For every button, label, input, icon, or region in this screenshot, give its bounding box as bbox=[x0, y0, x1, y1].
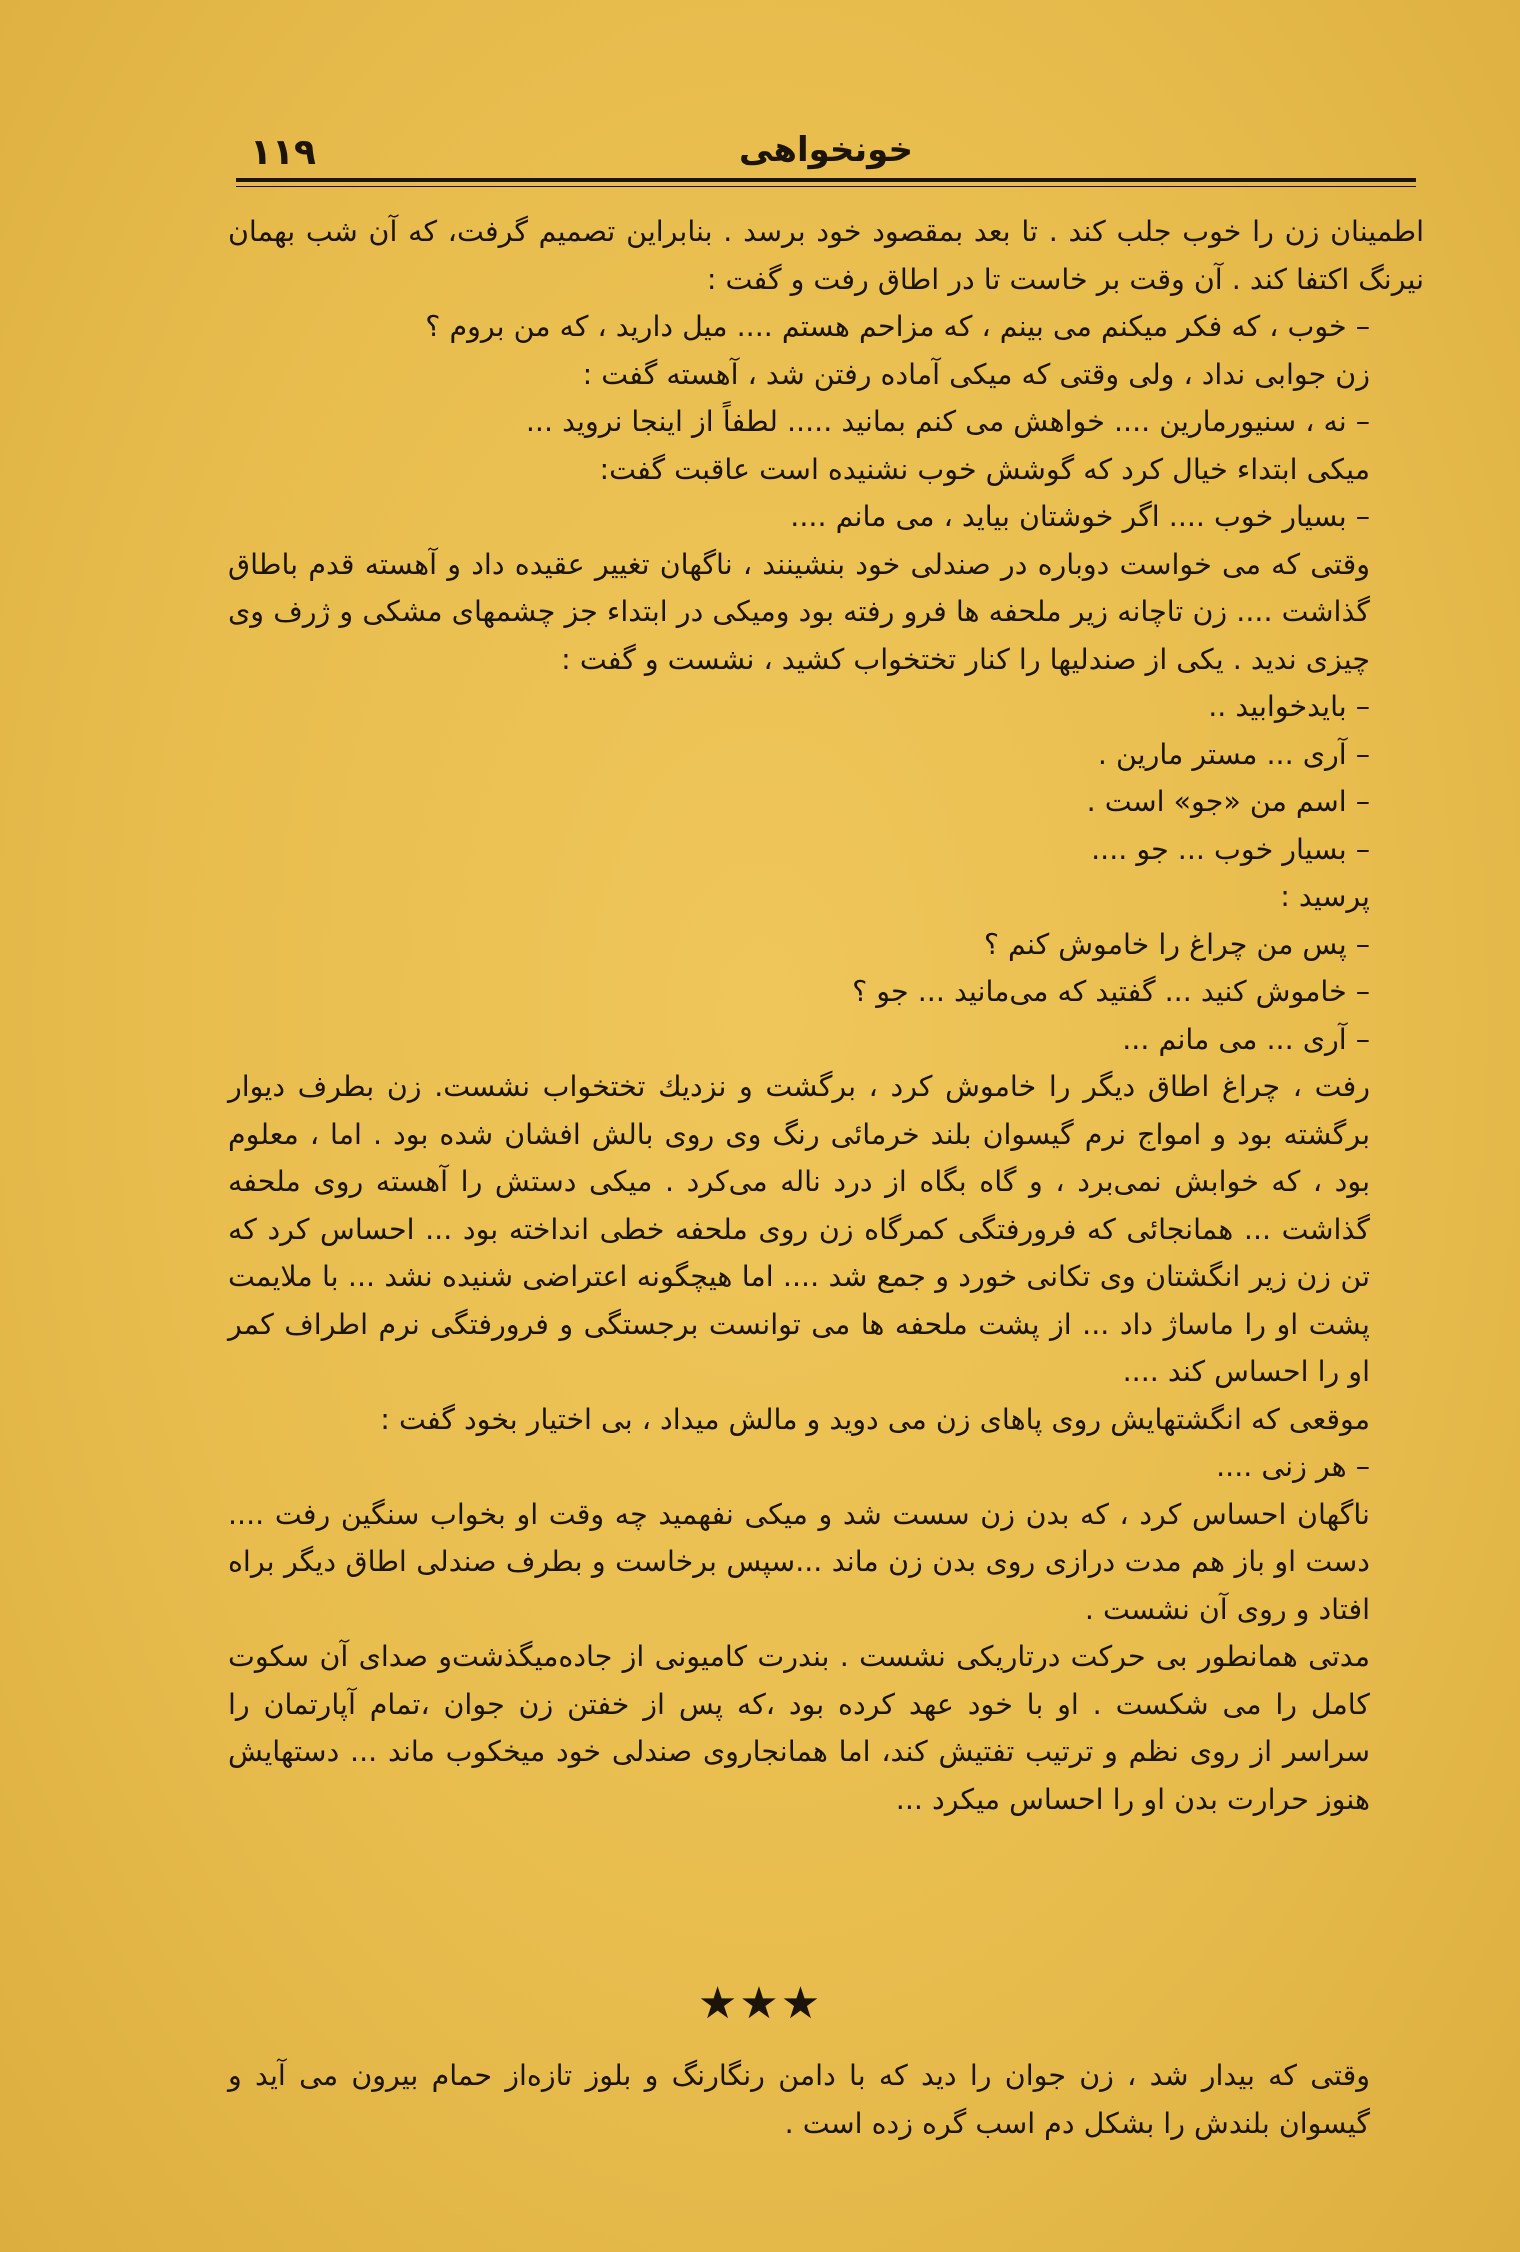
paragraph: وقتی که بیدار شد ، زن جوان را دید که با دامن رنگارنگ و بلوز تازه‌از حمام بیرون می آید و گیسوان بلندش را بشکل دم اسب گره زده است . bbox=[228, 2059, 1370, 2140]
dialogue-line: – بسیار خوب ... جو .... bbox=[1091, 832, 1370, 866]
paragraph: وقتی که می خواست دوباره در صندلی خود بنشینند ، ناگهان تغییر عقیده داد و آهسته قدم باطاق گذاشت .... زن تاچانه زیر ملحفه ها فرو رفته بود ومیکی در ابتداء جز چشمهای مشکی و ژرف وی چیزی ندید . یکی از صندلیها را کنار تختخواب کشید ، نشست و گفت : bbox=[228, 547, 1370, 676]
page-number: ۱۱۹ bbox=[250, 132, 316, 173]
paragraph: زن جوابی نداد ، ولی وقتی که میکی آماده رفتن شد ، آهسته گفت : bbox=[582, 357, 1370, 391]
dialogue-line: – آری ... می مانم ... bbox=[1122, 1022, 1370, 1056]
dialogue-line: پرسید : bbox=[1280, 880, 1370, 913]
paragraph: مدتی همانطور بی حرکت درتاریکی نشست . بندرت کامیونی از جاده‌میگذشت‌و صدای آن سکوت کامل را می شکست . او با خود عهد کرده بود ،که پس از خفتن زن جوان ،تمام آپارتمان را سراسر از روی نظم و ترتیب تفتیش کند، اما همانجاروی صندلی خود میخکوب ماند ... دستهایش هنوز حرارت بدن او را احساس میکرد ... bbox=[228, 1640, 1370, 1816]
header-rule bbox=[236, 178, 1416, 182]
dialogue-line: – نه ، سنیورمارین .... خواهش می کنم بمانید ..... لطفاً از اینجا نروید ... bbox=[525, 405, 1370, 438]
paragraph: موقعی که انگشتهایش روی پاهای زن می دوید و مالش میداد ، بی اختیار بخود گفت : bbox=[380, 1402, 1370, 1436]
running-title: خونخواهی bbox=[738, 130, 914, 170]
body-text bbox=[228, 208, 1424, 1823]
section-break-stars: ★★★ bbox=[697, 1978, 823, 2029]
dialogue-line: – بسیار خوب .... اگر خوشتان بیاید ، می مانم .... bbox=[790, 500, 1370, 533]
header-rule-thin bbox=[236, 186, 1416, 187]
paragraph: اطمینان زن را خوب جلب کند . تا بعد بمقصود خود برسد . بنابراین تصمیم گرفت، که آن شب بهمان نیرنگ اکتفا کند . آن وقت بر خاست تا در اطاق رفت و گفت : bbox=[228, 215, 1424, 296]
page-header bbox=[236, 128, 1416, 180]
dialogue-line: – هر زنی .... bbox=[1216, 1450, 1370, 1483]
dialogue-line: – آری ... مستر مارین . bbox=[1097, 737, 1370, 771]
dialogue-line: – خاموش کنید ... گفتید که می‌مانید ... جو ؟ bbox=[852, 975, 1370, 1008]
paragraph: رفت ، چراغ اطاق دیگر را خاموش کرد ، برگشت و نزدیك تختخواب نشست. زن بطرف دیوار برگشته بود و امواج نرم گیسوان بلند خرمائی رنگ وی روی بالش افشان شده بود . اما ، معلوم بود ، که خوابش نمی‌برد ، و گاه بگاه از درد ناله می‌کرد . میکی دستش را آهسته روی ملحفه گذاشت ... همانجائی که فرورفتگی کمرگاه زن روی ملحفه خطی انداخته بود ... احساس کرد که تن زن زیر انگشتان وی تکانی خورد و جمع شد .... اما هیچگونه اعتراضی شنیده نشد ... با ملایمت پشت او را ماساژ داد ... از پشت ملحفه ها می توانست برجستگی و فرورفتگی نرم اطراف کمر او را احساس کند .... bbox=[228, 1070, 1370, 1388]
paragraph: میکی ابتداء خیال کرد که گوشش خوب نشنیده است عاقبت گفت: bbox=[599, 452, 1370, 486]
paragraph: ناگهان احساس کرد ، که بدن زن سست شد و میکی نفهمید چه وقت او بخواب سنگین رفت .... دست او باز هم مدت درازی روی بدن زن ماند ...سپس برخاست و بطرف صندلی اطاق دیگر براه افتاد و روی آن نشست . bbox=[228, 1497, 1370, 1626]
dialogue-line: – اسم من «جو» است . bbox=[1086, 785, 1370, 818]
dialogue-line: – خوب ، که فکر میکنم می بینم ، که مزاحم هستم .... میل دارید ، که من بروم ؟ bbox=[425, 310, 1370, 343]
closing-paragraph bbox=[228, 2052, 1424, 2147]
dialogue-line: – بایدخوابید .. bbox=[1208, 690, 1370, 723]
dialogue-line: – پس من چراغ را خاموش کنم ؟ bbox=[983, 927, 1370, 961]
